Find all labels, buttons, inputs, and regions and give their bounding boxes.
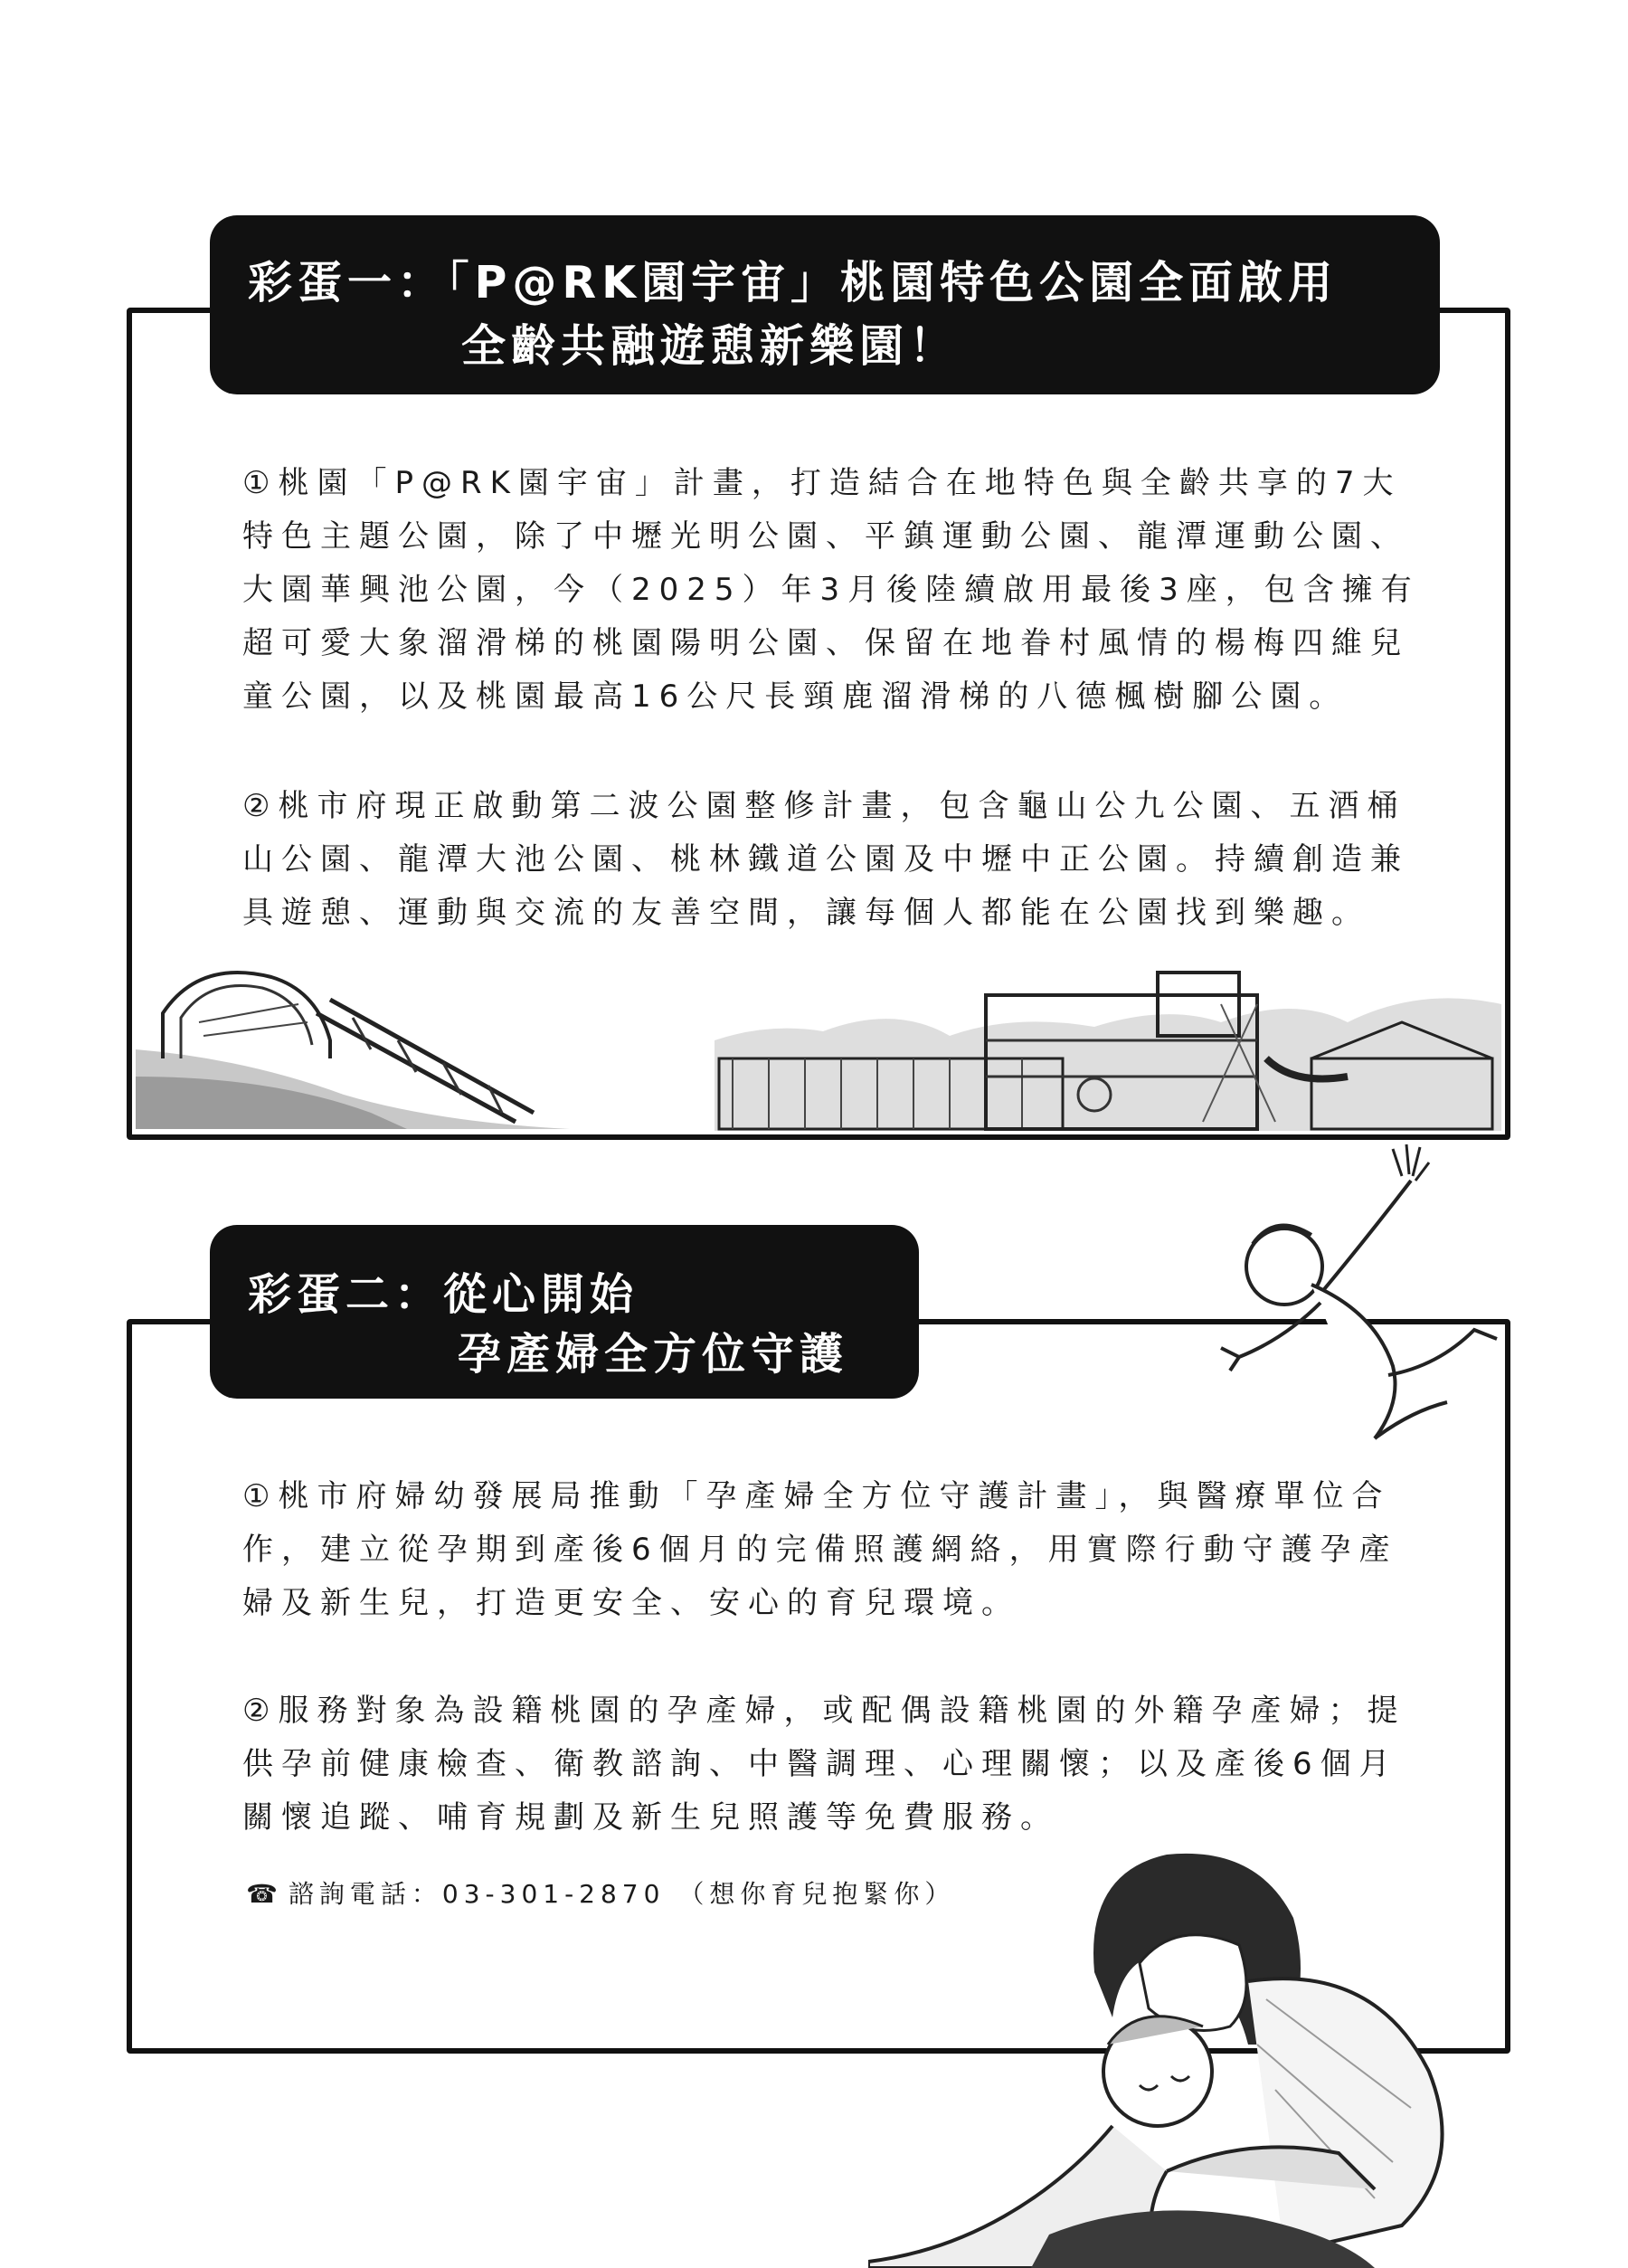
phone-icon: ☎ <box>246 1879 283 1909</box>
paragraph-line: 婦及新生兒，打造更安全、安心的育兒環境。 <box>242 1585 1020 1621</box>
section2-title-tab <box>210 1225 919 1399</box>
section2-paragraph-1 <box>242 1470 1398 1630</box>
paragraph-line: 關懷追蹤、哺育規劃及新生兒照護等免費服務。 <box>242 1799 1059 1836</box>
section2-title-line1: 彩蛋二：從心開始 <box>248 1269 639 1320</box>
paragraph-line: 超可愛大象溜滑梯的桃園陽明公園、保留在地眷村風情的楊梅四維兒 <box>242 625 1409 661</box>
paragraph-line: ①桃園「P@RK園宇宙」計畫，打造結合在地特色與全齡共享的7大 <box>242 465 1402 501</box>
section1-paragraph-1 <box>242 457 1420 724</box>
paragraph-line: ②服務對象為設籍桃園的孕產婦，或配偶設籍桃園的外籍孕產婦；提 <box>242 1693 1406 1729</box>
section1-title-line2: 全齡共融遊憩新樂園！ <box>461 320 960 372</box>
section1-title-line1: 彩蛋一：「P@RK園宇宙」桃園特色公園全面啟用 <box>248 257 1339 308</box>
section1-paragraph-2 <box>242 780 1409 940</box>
paragraph-line: 具遊憩、運動與交流的友善空間，讓每個人都能在公園找到樂趣。 <box>242 895 1370 931</box>
section2-title-line2: 孕產婦全方位守護 <box>458 1329 849 1380</box>
section1-title-tab <box>210 215 1440 394</box>
consult-phone-line <box>246 1874 955 1911</box>
paragraph-line: 山公園、龍潭大池公園、桃林鐵道公園及中壢中正公園。持續創造兼 <box>242 841 1409 878</box>
paragraph-line: 大園華興池公園，今（2025）年3月後陸續啟用最後3座，包含擁有 <box>242 572 1420 608</box>
park-slide-illustration <box>136 959 570 1131</box>
consult-phone-text: 諮詢電話：03-301-2870 （想你育兒抱緊你） <box>288 1879 956 1909</box>
paragraph-line: 特色主題公園，除了中壢光明公園、平鎮運動公園、龍潭運動公園、 <box>242 518 1409 555</box>
paragraph-line: 童公園，以及桃園最高16公尺長頸鹿溜滑梯的八德楓樹腳公園。 <box>242 679 1349 715</box>
flying-child-illustration <box>1185 1140 1510 1466</box>
paragraph-line: ①桃市府婦幼發展局推動「孕產婦全方位守護計畫」，與醫療單位合 <box>242 1478 1391 1514</box>
paragraph-line: 供孕前健康檢查、衛教諮詢、中醫調理、心理關懷；以及產後6個月 <box>242 1746 1398 1782</box>
section2-paragraph-2 <box>242 1684 1406 1845</box>
playground-illustration <box>715 968 1501 1131</box>
paragraph-line: 作，建立從孕期到產後6個月的完備照護網絡，用實際行動守護孕產 <box>242 1532 1398 1568</box>
paragraph-line: ②桃市府現正啟動第二波公園整修計畫，包含龜山公九公園、五酒桶 <box>242 788 1406 824</box>
mother-child-illustration <box>868 1836 1519 2268</box>
